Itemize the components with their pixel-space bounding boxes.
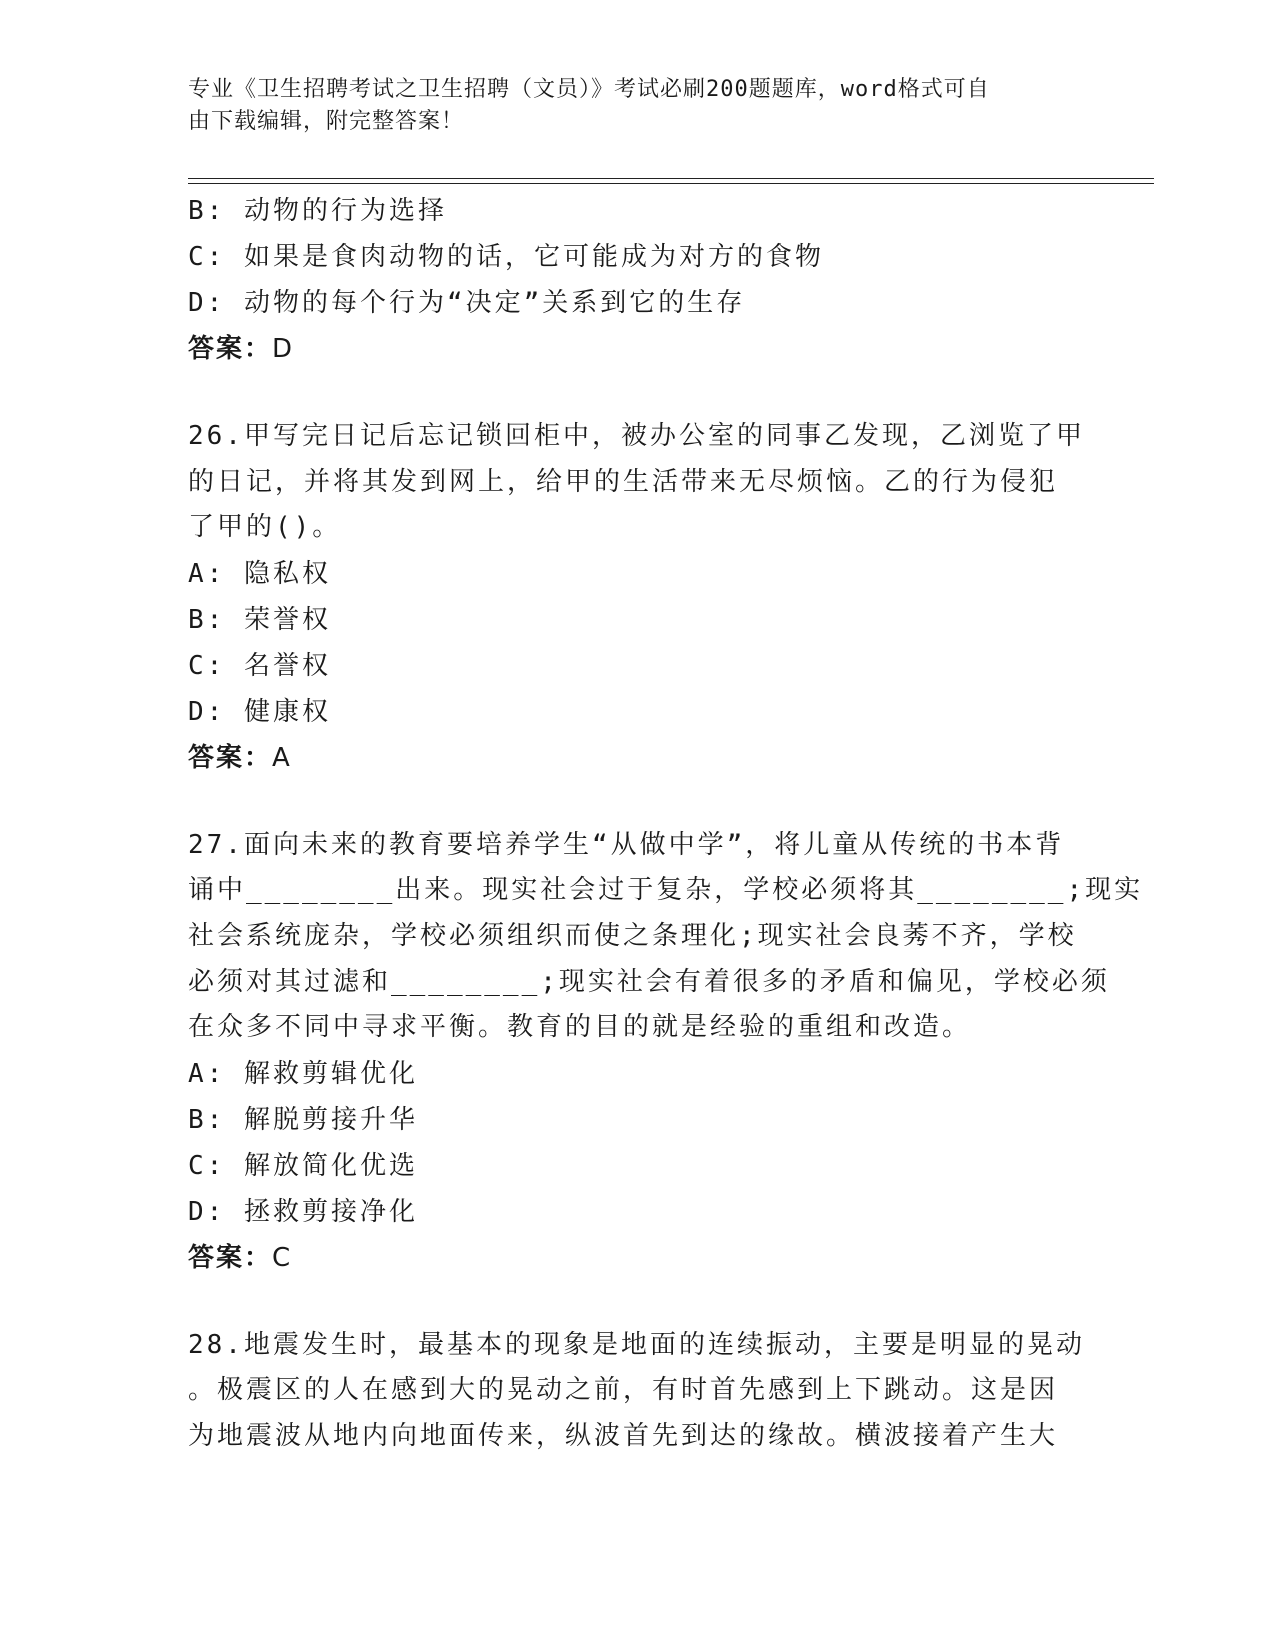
- option-c: C: 名誉权: [188, 650, 331, 681]
- option-b: B: 动物的行为选择: [188, 196, 447, 226]
- document-header: [188, 74, 1088, 138]
- answer-line: [188, 735, 1088, 781]
- question-text-line: 为地震波从地内向地面传来，纵波首先到达的缘故。横波接着产生大: [188, 1420, 1059, 1451]
- question-text-line: 27.面向未来的教育要培养学生“从做中学”，将儿童从传统的书本背: [188, 829, 1065, 860]
- answer-label: 答案：: [188, 334, 273, 364]
- question-27: [188, 823, 1144, 1281]
- answer-value: C: [272, 1242, 291, 1273]
- answer-value: A: [272, 742, 290, 773]
- question-26: [188, 414, 1088, 781]
- header-divider-top: [188, 178, 1154, 179]
- question-text: [188, 414, 1088, 551]
- option-c: C: 解放简化优选: [188, 1150, 418, 1181]
- answer-label: 答案：: [188, 1242, 273, 1273]
- answer-line: [188, 326, 1088, 372]
- option-b: B: 解脱剪接升华: [188, 1104, 418, 1135]
- option-d: D: 健康权: [188, 696, 331, 727]
- question-text-line: 28.地震发生时，最基本的现象是地面的连续振动，主要是明显的晃动: [188, 1329, 1085, 1360]
- header-divider-bottom: [188, 183, 1154, 184]
- question-text: [188, 823, 1144, 1051]
- option-d: D: 拯救剪接净化: [188, 1196, 418, 1227]
- question-text-line: 必须对其过滤和________;现实社会有着很多的矛盾和偏见，学校必须: [188, 966, 1110, 997]
- document-body: [188, 188, 1144, 1460]
- question-text-line: 社会系统庞杂，学校必须组织而使之条理化;现实社会良莠不齐，学校: [188, 920, 1077, 951]
- header-line-1: 专业《卫生招聘考试之卫生招聘（文员）》考试必刷200题题库，word格式可自: [188, 77, 990, 102]
- answer-line: [188, 1235, 1088, 1281]
- question-text-line: 26.甲写完日记后忘记锁回柜中，被办公室的同事乙发现，乙浏览了甲: [188, 421, 1085, 451]
- option-a: A: 隐私权: [188, 558, 331, 589]
- question-text-line: 。极震区的人在感到大的晃动之前，有时首先感到上下跳动。这是因: [188, 1375, 1059, 1406]
- answer-value: D: [272, 334, 293, 364]
- question-text-line: 在众多不同中寻求平衡。教育的目的就是经验的重组和改造。: [188, 1012, 972, 1043]
- answer-label: 答案：: [188, 742, 273, 773]
- option-b: B: 荣誉权: [188, 604, 331, 635]
- option-a: A: 解救剪辑优化: [188, 1058, 418, 1089]
- option-d: D: 动物的每个行为“决定”关系到它的生存: [188, 288, 746, 318]
- question-25-tail: [188, 188, 1088, 372]
- question-text-line: 了甲的()。: [188, 512, 342, 543]
- option-c: C: 如果是食肉动物的话，它可能成为对方的食物: [188, 242, 824, 272]
- question-text-line: 诵中________出来。现实社会过于复杂，学校必须将其________;现实: [188, 875, 1144, 906]
- question-text: [188, 1323, 1088, 1460]
- question-text-line: 的日记，并将其发到网上，给甲的生活带来无尽烦恼。乙的行为侵犯: [188, 466, 1059, 497]
- question-28: [188, 1323, 1088, 1460]
- header-line-2: 由下载编辑，附完整答案！: [188, 109, 465, 134]
